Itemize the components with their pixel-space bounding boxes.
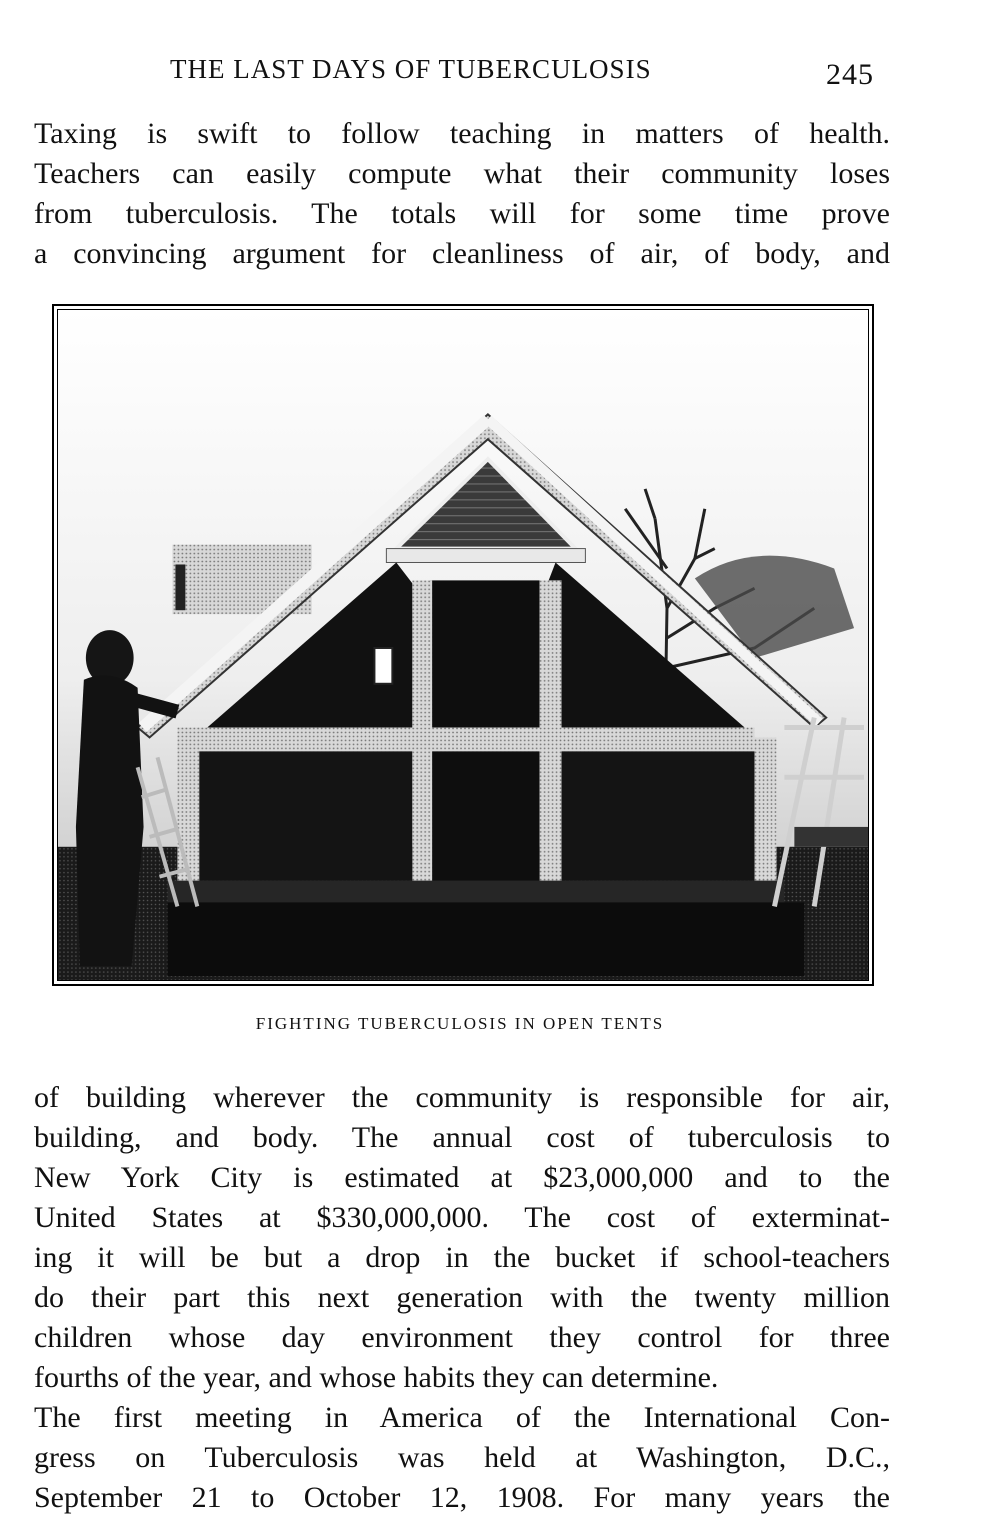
figure-caption: FIGHTING TUBERCULOSIS IN OPEN TENTS	[255, 1014, 665, 1033]
text-line: of building wherever the community is responsible for air,	[34, 1081, 890, 1114]
paragraph-top	[34, 114, 890, 274]
text-line: from tuberculosis. The totals will for some time prove	[34, 197, 890, 230]
photograph-open-tent	[52, 304, 874, 986]
text-line: building, and body. The annual cost of tuberculosis to	[34, 1121, 890, 1154]
text-line: a convincing argument for cleanliness of air, of body, and	[34, 237, 890, 270]
running-head	[0, 50, 1000, 90]
tent-photo-illustration	[58, 310, 868, 980]
text-line: gress on Tuberculosis was held at Washington, D.C.,	[34, 1441, 890, 1474]
text-line: children whose day environment they control for three	[34, 1321, 890, 1354]
text-line: fourths of the year, and whose habits they can determine.	[34, 1361, 719, 1394]
running-title: THE LAST DAYS OF TUBERCULOSIS	[170, 54, 652, 84]
paragraph-bottom	[34, 1078, 890, 1518]
text-line: Taxing is swift to follow teaching in matters of health.	[34, 117, 890, 150]
page-number: 245	[826, 58, 874, 91]
text-line: The first meeting in America of the International Con-	[34, 1401, 890, 1434]
text-line: New York City is estimated at $23,000,000 and to the	[34, 1161, 890, 1194]
text-line: ing it will be but a drop in the bucket if school-teachers	[34, 1241, 890, 1274]
text-line: September 21 to October 12, 1908. For many years the	[34, 1481, 890, 1514]
text-line: United States at $330,000,000. The cost of exterminat-	[34, 1201, 890, 1234]
text-line: do their part this next generation with the twenty million	[34, 1281, 890, 1314]
text-line: Teachers can easily compute what their community loses	[34, 157, 890, 190]
